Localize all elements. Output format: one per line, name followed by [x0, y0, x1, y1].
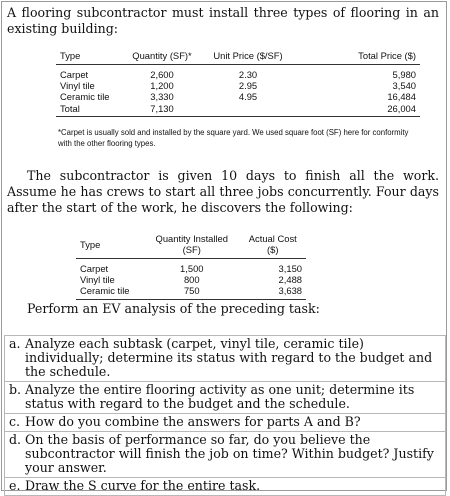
list-item — [4, 413, 446, 431]
header-type: Type — [56, 48, 122, 65]
cell-total-price: 5,980 — [392, 69, 416, 80]
cell-quantity: 3,330 — [150, 91, 174, 103]
cell-quantity: 1,200 — [150, 80, 174, 92]
header-total-price: Total Price ($) — [294, 48, 420, 65]
document-page — [1, 1, 447, 491]
cell-type: Vinyl tile — [60, 80, 95, 92]
header-quantity: Quantity (SF)* — [122, 48, 202, 65]
cell-total-price: 16,484 — [387, 91, 416, 103]
cell-unit-price: 2.95 — [238, 80, 258, 92]
table-row — [76, 259, 306, 275]
table-row — [56, 91, 420, 102]
task-text: Analyze each subtask (carpet, vinyl tile, ceramic tile) individually; determine its status with regard to the budget and the schedule. — [25, 336, 433, 379]
cell-type: Carpet — [80, 263, 109, 274]
cell-installed: 1,500 — [180, 263, 204, 274]
task-text: Analyze the entire flooring activity as one unit; determine its status with regard to the budget and the schedule. — [25, 382, 415, 411]
table-row — [76, 274, 306, 285]
perform-instruction: Perform an EV analysis of the preceding task: — [27, 301, 320, 316]
table-row — [76, 285, 306, 299]
header-quantity-installed: Quantity Installed (SF) — [144, 231, 240, 259]
cell-installed: 800 — [183, 274, 200, 286]
cell-unit-price: 2.30 — [238, 69, 258, 80]
header-type: Type — [76, 231, 144, 259]
table-header-row — [56, 48, 420, 65]
task-label: b. — [9, 382, 22, 397]
table-row — [56, 80, 420, 91]
table-row-total — [56, 103, 420, 117]
cell-type: Ceramic tile — [76, 285, 144, 299]
cell-type: Carpet — [60, 69, 89, 80]
list-item — [4, 431, 446, 477]
task-label: c. — [9, 414, 21, 429]
list-item — [4, 477, 446, 496]
cell-total-price: 26,004 — [294, 103, 420, 117]
header-unit-price: Unit Price ($/SF) — [202, 48, 294, 65]
cell-unit-price: 4.95 — [238, 91, 258, 103]
task-label: a. — [9, 336, 21, 351]
task-text: Draw the S curve for the entire task. — [25, 478, 261, 493]
flooring-budget-table — [56, 48, 420, 117]
cell-type: Total — [56, 103, 122, 117]
cell-unit-price — [202, 103, 294, 117]
header-actual-cost: Actual Cost ($) — [240, 231, 306, 259]
cell-type: Ceramic tile — [60, 91, 110, 103]
table-header-row — [76, 231, 306, 259]
task-label: e. — [9, 478, 21, 493]
cell-cost: 3,638 — [240, 285, 306, 299]
table-footnote: *Carpet is usually sold and installed by the square yard. We used square foot (SF) here for conformity with the other flooring types. — [58, 128, 409, 148]
task-label: d. — [9, 432, 22, 447]
cell-cost: 2,488 — [278, 274, 302, 286]
progress-table — [76, 231, 306, 300]
task-list — [4, 335, 446, 496]
cell-installed: 750 — [144, 285, 240, 299]
table-row — [56, 65, 420, 81]
intro-text: A flooring subcontractor must install three types of flooring in an existing building: — [7, 5, 439, 36]
cell-cost: 3,150 — [278, 263, 302, 274]
cell-quantity: 7,130 — [122, 103, 202, 117]
cell-type: Vinyl tile — [80, 274, 115, 286]
list-item — [4, 381, 446, 413]
scenario-paragraph: The subcontractor is given 10 days to finish all the work. Assume he has crews to start all three jobs concurrently. Four days after the start of the work, he discovers the following: — [7, 168, 439, 215]
cell-total-price: 3,540 — [392, 80, 416, 92]
list-item — [4, 335, 446, 381]
cell-quantity: 2,600 — [150, 69, 174, 80]
task-text: On the basis of performance so far, do you believe the subcontractor will finish the job on time? Within budget? Justify your answer. — [25, 432, 434, 475]
task-text: How do you combine the answers for parts A and B? — [25, 414, 361, 429]
